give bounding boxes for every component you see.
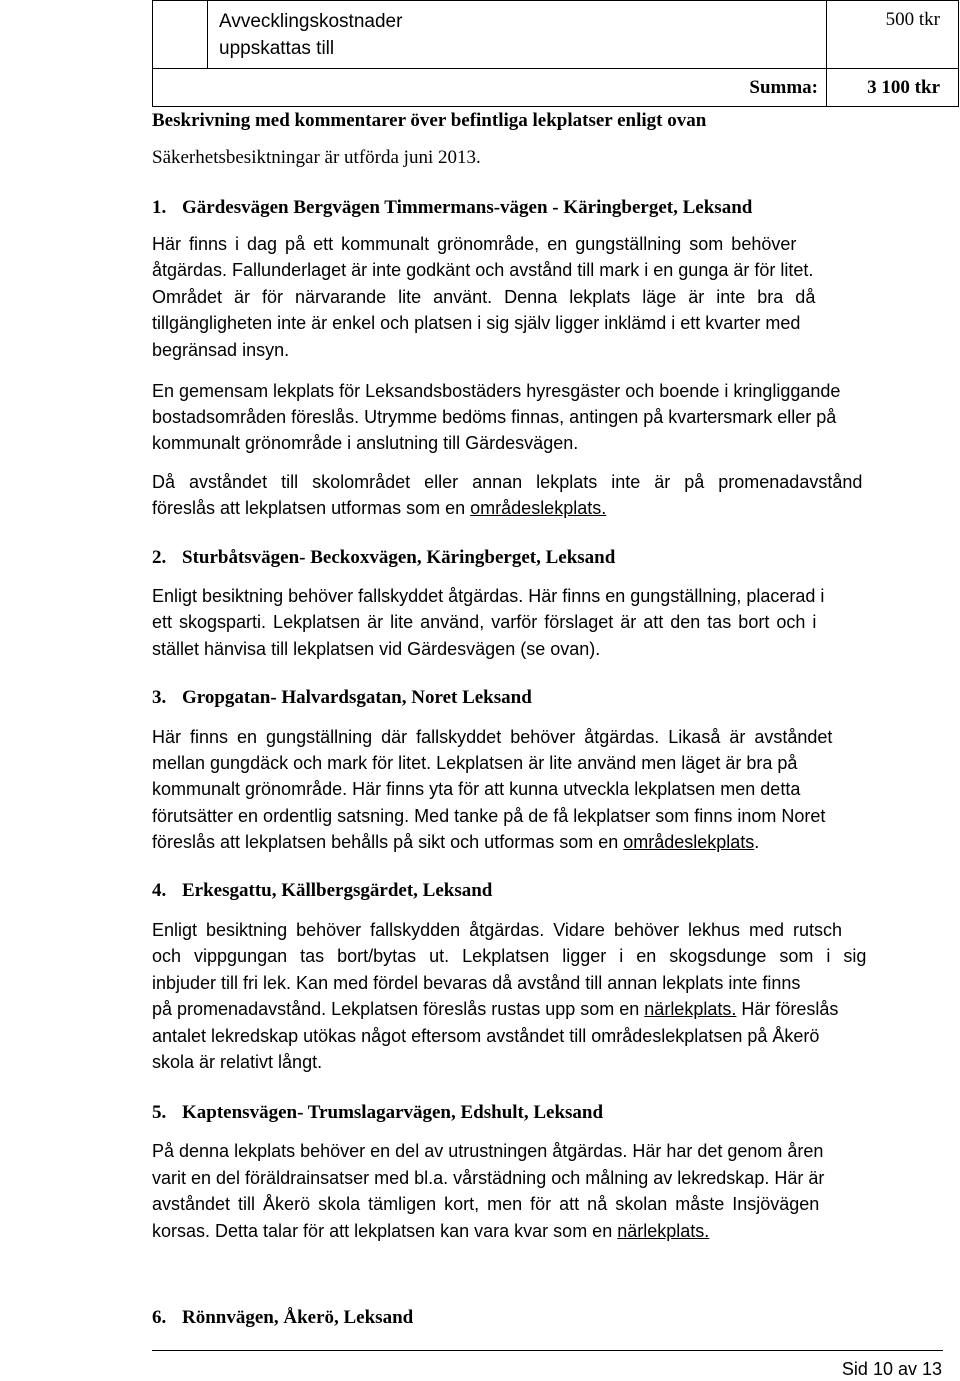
paragraph-line: och vippgungan tas bort/bytas ut. Lekplatsen ligger i en skogsdunge som i sig [152, 946, 867, 966]
paragraph-line: tillgängligheten inte är enkel och platsen i sig själv ligger inklämd i ett kvarter med [152, 313, 801, 333]
paragraph-line: åtgärdas. Fallunderlaget är inte godkänt och avstånd till mark i en gunga är för litet. [152, 260, 814, 280]
section-title: Gärdesvägen Bergvägen Timmermans-vägen - Käringberget, Leksand [182, 197, 753, 218]
section-title: Gropgatan- Halvardsgatan, Noret Leksand [182, 687, 532, 708]
term-link: områdeslekplats. [470, 498, 607, 518]
paragraph-line [152, 496, 606, 520]
paragraph-line: antalet lekredskap utökas något eftersom avståndet till områdeslekplatsen på Åkerö [152, 1026, 820, 1046]
section-title: Rönnvägen, Åkerö, Leksand [182, 1307, 414, 1328]
paragraph-line: På denna lekplats behöver en del av utrustningen åtgärdas. Här har det genom åren [152, 1141, 824, 1161]
section-number: 1. [152, 197, 167, 218]
inspection-note: Säkerhetsbesiktningar är utförda juni 2013. [152, 147, 481, 168]
section-number: 2. [152, 547, 167, 568]
paragraph-line: inbjuder till fri lek. Kan med fördel bevaras då avstånd till annan lekplats inte finns [152, 973, 801, 993]
paragraph-line: En gemensam lekplats för Leksandsbostäders hyresgäster och boende i kringliggande [152, 381, 841, 401]
term-link: områdeslekplats [623, 832, 755, 852]
section-number: 4. [152, 880, 167, 901]
intro-heading: Beskrivning med kommentarer över befintliga lekplatser enligt ovan [152, 110, 707, 131]
paragraph-line: Då avståndet till skolområdet eller annan lekplats inte är på promenadavstånd [152, 472, 863, 492]
text-run: föreslås att lekplatsen behålls på sikt och utformas som en [152, 832, 624, 852]
text-run: Här föreslås [736, 999, 839, 1019]
paragraph-line: ett skogsparti. Lekplatsen är lite använd, varför förslaget är att den tas bort och i [152, 612, 817, 632]
paragraph-line: begränsad insyn. [152, 340, 290, 360]
section-number: 5. [152, 1102, 167, 1123]
section-number: 3. [152, 687, 167, 708]
sum-label: Summa: [749, 77, 818, 98]
footer-rule [152, 1350, 943, 1351]
page-number: Sid 10 av 13 [841, 1359, 942, 1379]
paragraph-line: Här finns en gungställning där fallskyddet behöver åtgärdas. Likaså är avståndet [152, 727, 833, 747]
paragraph-line: bostadsområden föreslås. Utrymme bedöms finnas, antingen på kvartersmark eller på [152, 407, 837, 427]
section-title: Erkesgattu, Källbergsgärdet, Leksand [182, 880, 493, 901]
text-run: på promenadavstånd. Lekplatsen föreslås rustas upp som en [152, 999, 645, 1019]
sum-value: 3 100 tkr [867, 77, 940, 98]
paragraph-line [152, 830, 759, 854]
paragraph-line: kommunalt grönområde. Här finns yta för att kunna utveckla lekplatsen men detta [152, 779, 801, 799]
paragraph-line [152, 1219, 709, 1243]
paragraph-line: förutsätter en ordentlig satsning. Med tanke på de få lekplatser som finns inom Noret [152, 806, 826, 826]
cost-row-value: 500 tkr [885, 9, 940, 30]
paragraph-line: Enligt besiktning behöver fallskyddet åtgärdas. Här finns en gungställning, placerad i [152, 586, 825, 606]
term-link: närlekplats. [644, 999, 737, 1019]
section-number: 6. [152, 1307, 167, 1328]
section-title: Kaptensvägen- Trumslagarvägen, Edshult, Leksand [182, 1102, 604, 1123]
text-run: korsas. Detta talar för att lekplatsen kan vara kvar som en [152, 1221, 618, 1241]
paragraph-line: Enligt besiktning behöver fallskydden åtgärdas. Vidare behöver lekhus med rutsch [152, 920, 843, 940]
paragraph-line: varit en del föräldrainsatser med bl.a. vårstädning och målning av lekredskap. Här är [152, 1168, 825, 1188]
text-run: . [754, 832, 760, 852]
paragraph-line [152, 997, 838, 1021]
paragraph-line: mellan gungdäck och mark för litet. Lekplatsen är lite använd men läget är bra på [152, 753, 798, 773]
paragraph-line: Området är för närvarande lite använt. Denna lekplats läge är inte bra då [152, 287, 816, 307]
section-title: Sturbåtsvägen- Beckoxvägen, Käringberget, Leksand [182, 547, 616, 568]
paragraph-line: stället hänvisa till lekplatsen vid Gärdesvägen (se ovan). [152, 639, 601, 659]
paragraph-line: avståndet till Åkerö skola tämligen kort, men för att nå skolan måste Insjövägen [152, 1194, 820, 1214]
cost-row-label: Avvecklingskostnader uppskattas till [219, 11, 403, 59]
paragraph-line: Här finns i dag på ett kommunalt grönområde, en gungställning som behöver [152, 234, 797, 254]
paragraph-line: kommunalt grönområde i anslutning till Gärdesvägen. [152, 433, 579, 453]
term-link: närlekplats. [617, 1221, 710, 1241]
paragraph-line: skola är relativt långt. [152, 1052, 323, 1072]
text-run: föreslås att lekplatsen utformas som en [152, 498, 471, 518]
